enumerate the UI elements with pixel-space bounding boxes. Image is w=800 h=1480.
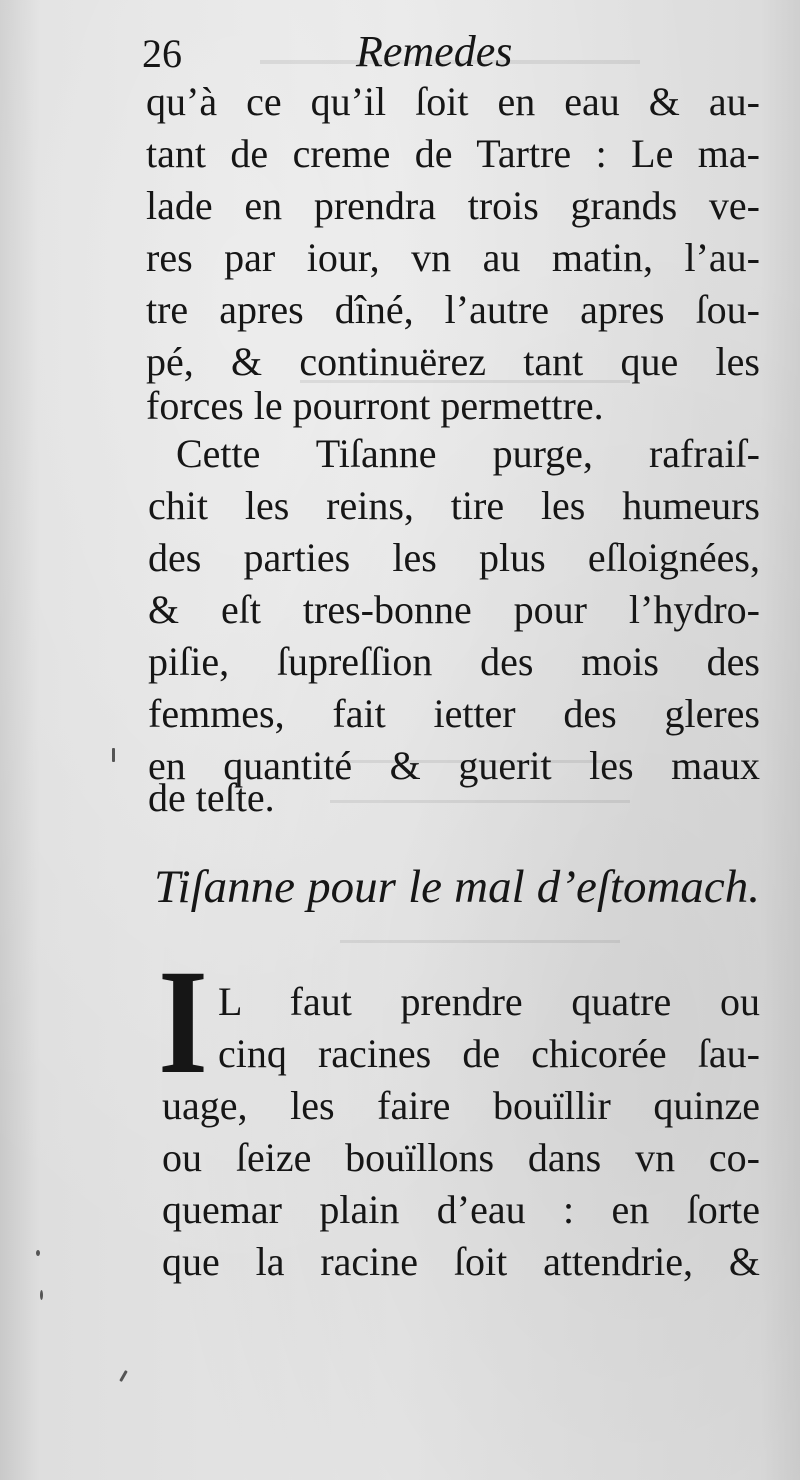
text-line: que la racine ſoit attendrie, &: [162, 1239, 760, 1284]
running-head: [0, 18, 800, 78]
text-line: res par iour, vn au matin, l’au-: [146, 235, 760, 280]
paper-mark: [36, 1250, 40, 1256]
paper-mark: [119, 1370, 128, 1382]
text-line: forces le pourront permettre.: [146, 383, 604, 428]
running-title: Remedes: [356, 27, 513, 76]
section-heading: Tiſanne pour le mal d’eſtomach.: [154, 861, 760, 913]
text-line: femmes, fait ietter des gleres: [148, 691, 760, 736]
text-line: quemar plain d’eau : en ſorte: [162, 1187, 760, 1232]
drop-cap: I: [158, 939, 208, 1105]
text-line: tant de creme de Tartre : Le ma-: [146, 131, 760, 176]
text-line: des parties les plus eſloignées,: [148, 535, 760, 580]
text-line: uage, les faire bouïllir quinze: [162, 1083, 760, 1128]
text-line: piſie, ſupreſſion des mois des: [148, 639, 760, 684]
text-line: Cette Tiſanne purge, rafraiſ-: [176, 431, 760, 476]
text-line: qu’à ce qu’il ſoit en eau & au-: [146, 79, 760, 124]
text-line: lade en prendra trois grands ve-: [146, 183, 760, 228]
text-line: pé, & continuërez tant que les: [146, 339, 760, 384]
paper-mark: [112, 748, 115, 762]
text-line: de teſte.: [148, 775, 275, 820]
text-line: L faut prendre quatre ou: [218, 979, 760, 1024]
text-line: cinq racines de chicorée ſau-: [218, 1031, 760, 1076]
paper-mark: [40, 1290, 43, 1300]
text-line: tre apres dîné, l’autre apres ſou-: [146, 287, 760, 332]
page-number: 26: [142, 31, 182, 76]
text-line: chit les reins, tire les humeurs: [148, 483, 760, 528]
text-line: & eſt tres-bonne pour l’hydro-: [148, 587, 760, 632]
text-line: en quantité & guerit les maux: [148, 743, 760, 788]
text-line: ou ſeize bouïllons dans vn co-: [162, 1135, 760, 1180]
